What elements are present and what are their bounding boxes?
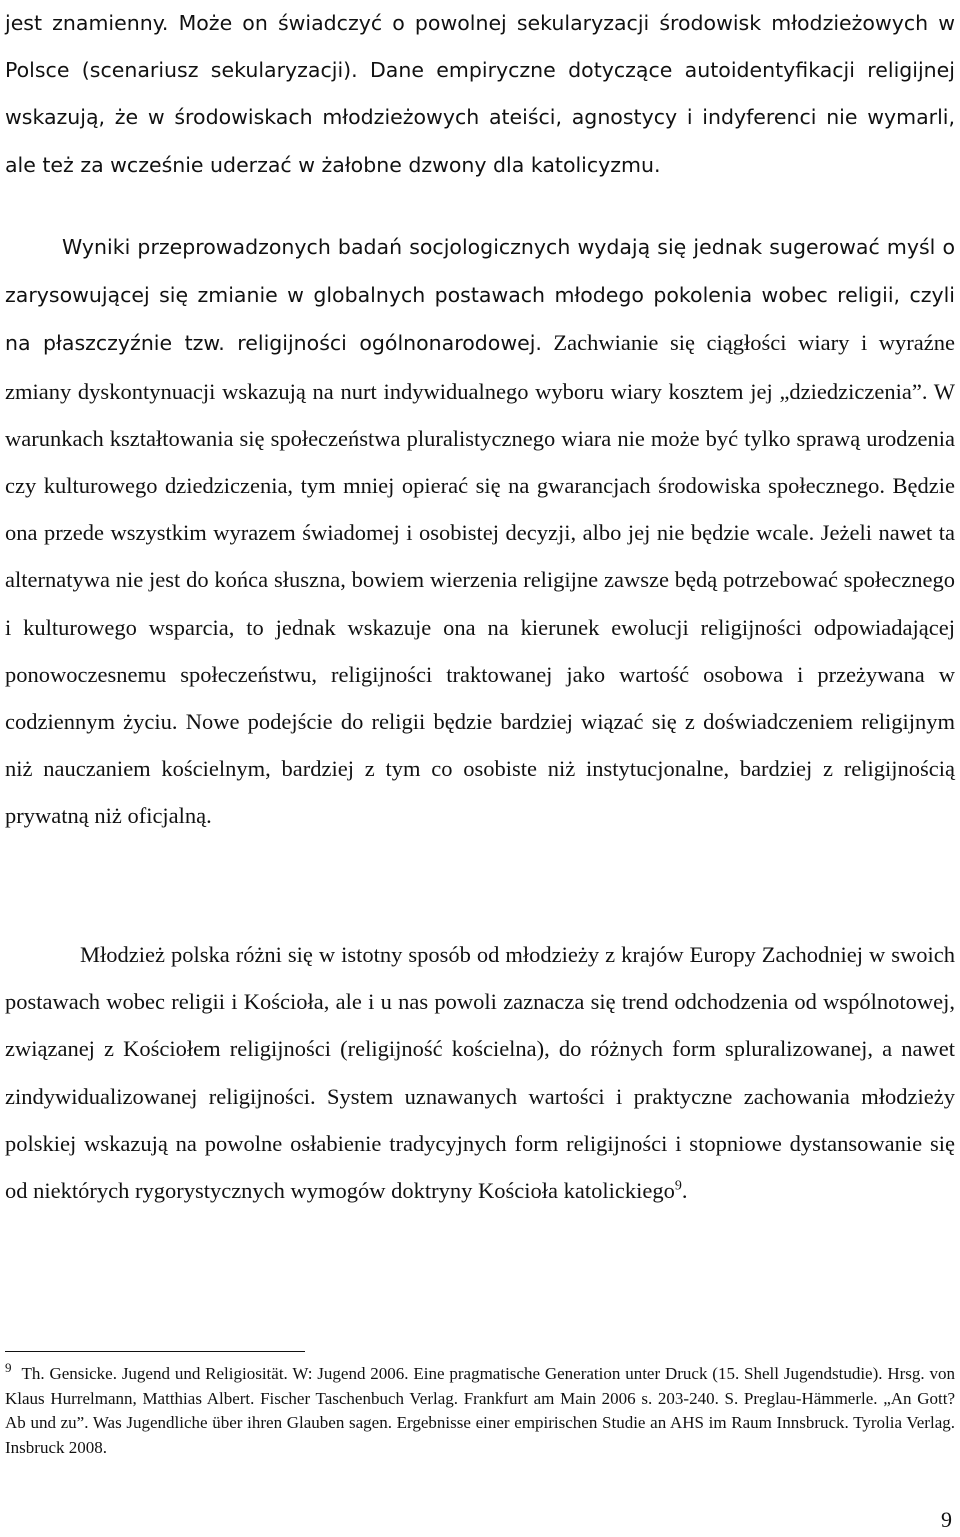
paragraph-2 [5, 223, 955, 840]
footnote-reference[interactable]: 9 [674, 1178, 682, 1194]
footnote-text: Th. Gensicke. Jugend und Religiosität. W: Jugend 2006. Eine pragmatische Generation unter Druck (15. Shell Jugendstudie). Hrsg. von Klaus Hurrelmann, Matthias Albert. Fischer Taschenbuch Verlag. Frankfurt am Main 2006 s. 203-240. S. Preglau-Hämmerle. „An Gott? Ab und zu”. Was Jugendliche über ihren Glauben sagen. Ergebnisse einer empirischen Studie an AHS im Raum Innsbruck. Tyrolia Verlag. Insbruck 2008. [5, 1364, 955, 1457]
paragraph-1-text: jest znamienny. Może on świadczyć o powolnej sekularyzacji środowisk młodzieżowych w Polsce (scenariusz sekularyzacji). Dane empiryczne dotyczące autoidentyfikacji religijnej wskazują, że w środowiskach młodzieżowych ateiści, agnostycy i indyferenci nie wymarli, ale też za wcześnie uderzać w żałobne dzwony dla katolicyzmu. [5, 11, 955, 177]
paragraph-1 [5, 0, 955, 189]
paragraph-3-end: . [681, 1178, 688, 1204]
paragraph-2-serif-text: Zachwianie się ciągłości wiary i wyraźne zmiany dyskontynuacji wskazują na nurt indywidualnego wyboru wiary kosztem jej „dziedziczenia”. W warunkach kształtowania się społeczeństwa pluralistycznego wiara nie może być tylko sprawą urodzenia czy kulturowego dziedziczenia, tym mniej opierać się na gwarancjach środowiska społecznego. Będzie ona przede wszystkim wyrazem świadomej i osobistej decyzji, albo jej nie będzie wcale. Jeżeli nawet ta alternatywa nie jest do końca słuszna, bowiem wierzenia religijne zawsze będą potrzebować społecznego i kulturowego wsparcia, to jednak wskazuje ona na kierunek ewolucji religijności odpowiadającej ponowoczesnemu społeczeństwu, religijności traktowanej jako wartość osobowa i przeżywana w codziennym życiu. Nowe podejście do religii będzie bardziej wiązać się z doświadczeniem religijnym niż nauczaniem kościelnym, bardziej z tym co osobiste niż instytucjonalne, bardziej z religijnością prywatną niż oficjalną. [5, 330, 956, 829]
paragraph-3 [5, 931, 955, 1214]
footnote-marker: 9 [5, 1360, 12, 1376]
paragraph-2-sans-text: Wyniki przeprowadzonych badań socjologicznych wydają się jednak sugerować myśl o zarysowującej się zmianie w globalnych postawach młodego pokolenia wobec religii, czyli na płaszczyźnie tzw. religijności ogólnonarodowej. [5, 235, 955, 356]
paragraph-3-text: Młodzież polska różni się w istotny sposób od młodzieży z krajów Europy Zachodniej w swoich postawach wobec religii i Kościoła, ale i u nas powoli zaznacza się trend odchodzenia od wspólnotowej, związanej z Kościołem religijności (religijność kościelna), do różnych form spluralizowanej, a nawet zindywidualizowanej religijności. System uznawanych wartości i praktyczne zachowania młodzieży polskiej wskazują na powolne osłabienie tradycyjnych form religijności i stopniowe dystansowanie się od niektórych rygorystycznych wymogów doktryny Kościoła katolickiego [5, 942, 955, 1204]
footnote [5, 1362, 955, 1460]
page-number: 9 [941, 1507, 952, 1532]
footnote-separator [5, 1351, 305, 1352]
